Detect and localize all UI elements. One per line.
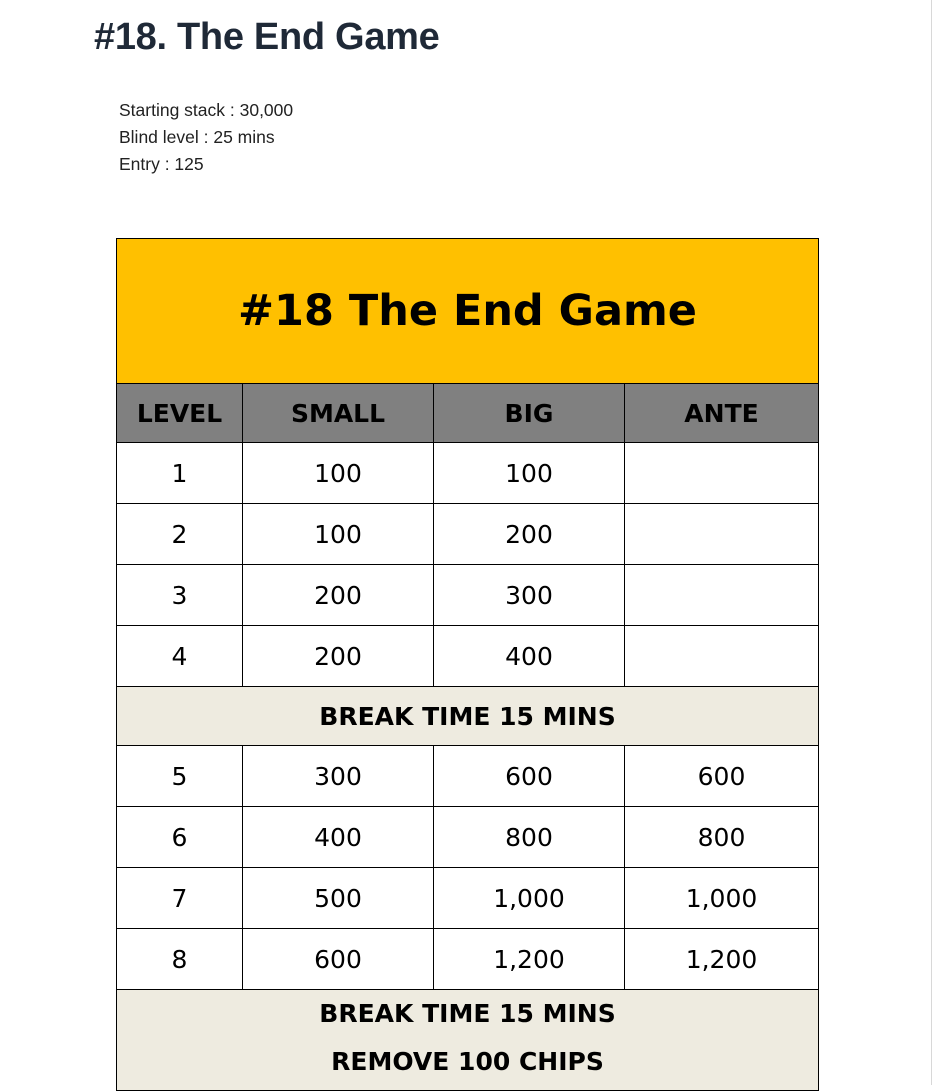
cell-ante — [625, 504, 819, 565]
cell-small: 300 — [243, 746, 434, 807]
table-row — [117, 929, 819, 990]
table-title-row — [117, 239, 819, 384]
cell-small: 200 — [243, 565, 434, 626]
table-row — [117, 746, 819, 807]
cell-level: 8 — [117, 929, 243, 990]
blind-structure-table — [116, 238, 819, 1091]
cell-ante — [625, 565, 819, 626]
header-ante: ANTE — [625, 384, 819, 443]
info-entry: Entry : 125 — [119, 154, 204, 174]
break-label: BREAK TIME 15 MINS — [319, 999, 616, 1028]
cell-big: 200 — [434, 504, 625, 565]
header-big: BIG — [434, 384, 625, 443]
cell-big: 400 — [434, 626, 625, 687]
info-blind-level: Blind level : 25 mins — [119, 127, 275, 147]
cell-big: 1,000 — [434, 868, 625, 929]
cell-ante — [625, 443, 819, 504]
cell-big: 800 — [434, 807, 625, 868]
cell-ante: 1,000 — [625, 868, 819, 929]
cell-level: 4 — [117, 626, 243, 687]
info-starting-stack: Starting stack : 30,000 — [119, 100, 294, 120]
cell-ante — [625, 626, 819, 687]
table-title: #18 The End Game — [117, 239, 819, 384]
cell-level: 3 — [117, 565, 243, 626]
cell-level: 7 — [117, 868, 243, 929]
break-label: BREAK TIME 15 MINS — [117, 687, 819, 746]
cell-big: 1,200 — [434, 929, 625, 990]
cell-small: 600 — [243, 929, 434, 990]
table-row — [117, 504, 819, 565]
cell-ante: 1,200 — [625, 929, 819, 990]
break-row — [117, 990, 819, 1091]
cell-big: 100 — [434, 443, 625, 504]
header-level: LEVEL — [117, 384, 243, 443]
page-edge-divider — [931, 0, 932, 1085]
table-header-row — [117, 384, 819, 443]
cell-big: 600 — [434, 746, 625, 807]
break-row — [117, 687, 819, 746]
cell-small: 500 — [243, 868, 434, 929]
header-small: SMALL — [243, 384, 434, 443]
cell-big: 300 — [434, 565, 625, 626]
cell-small: 100 — [243, 504, 434, 565]
break-cell — [117, 990, 819, 1091]
break-note: REMOVE 100 CHIPS — [331, 1047, 604, 1076]
table-row — [117, 565, 819, 626]
cell-level: 5 — [117, 746, 243, 807]
cell-level: 1 — [117, 443, 243, 504]
cell-small: 200 — [243, 626, 434, 687]
cell-small: 100 — [243, 443, 434, 504]
cell-ante: 600 — [625, 746, 819, 807]
table-row — [117, 626, 819, 687]
table-row — [117, 868, 819, 929]
cell-ante: 800 — [625, 807, 819, 868]
table-row — [117, 443, 819, 504]
cell-small: 400 — [243, 807, 434, 868]
table-row — [117, 807, 819, 868]
tournament-info — [119, 98, 293, 179]
cell-level: 6 — [117, 807, 243, 868]
cell-level: 2 — [117, 504, 243, 565]
page-title: #18. The End Game — [94, 16, 440, 58]
